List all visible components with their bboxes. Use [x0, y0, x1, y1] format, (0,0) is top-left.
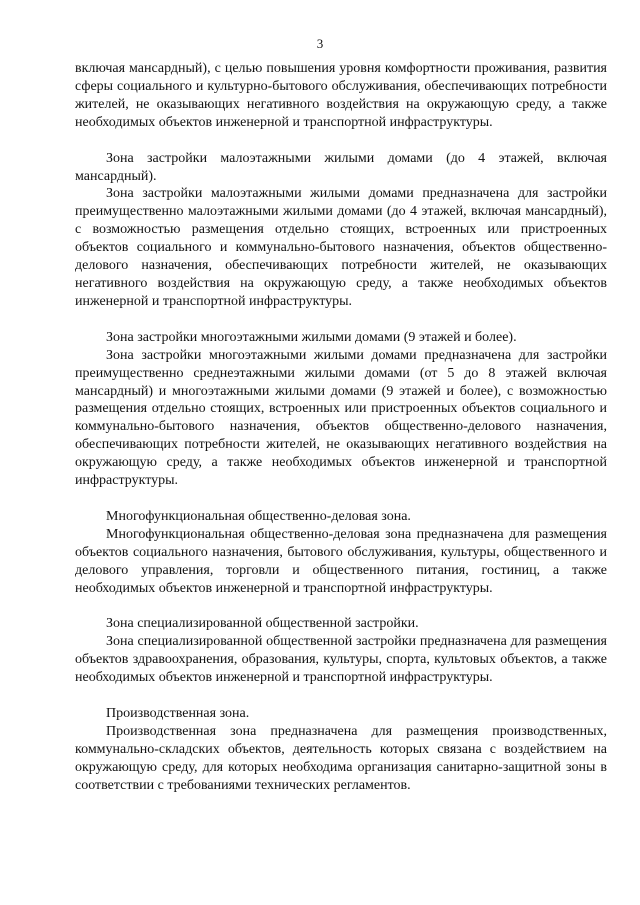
section-heading: Производственная зона.: [106, 706, 250, 722]
section-heading: Зона застройки многоэтажными жилыми домами (9 этажей и более).: [106, 329, 517, 345]
page-number: 3: [316, 36, 324, 51]
paragraph-body: Зона застройки многоэтажными жилыми домами предназначена для застройки преимущественно среднеэтажными жилыми домами (от 5 до 8 этажей включая мансардный) и многоэтажными жилыми домами (9 этажей и более), с возможностью размещения отдельно стоящих, встроенных или пристроенных объектов социального и коммунально-бытового назначения, объектов общественно-делового назначения, обеспечивающих потребности жителей, не оказывающих негативного воздействия на окружающую среду, а также необходимых объектов инженерной и транспортной инфраструктуры.: [75, 347, 607, 489]
paragraph-body: Зона специализированной общественной застройки предназначена для размещения объектов здравоохранения, образования, культуры, спорта, культовых объектов, а также необходимых объектов инженерной и транспортной инфраструктуры.: [75, 634, 607, 686]
document-body: [75, 60, 607, 795]
paragraph-body: Производственная зона предназначена для размещения производственных, коммунально-складских объектов, деятельность которых связана с воздействием на окружающую среду, для которых необходима организация санитарно-защитной зоны в соответствии с требованиями технических регламентов.: [75, 724, 607, 793]
section-heading: Зона специализированной общественной застройки.: [106, 616, 419, 632]
paragraph-intro-continuation: включая мансардный), с целью повышения уровня комфортности проживания, развития сферы социального и культурно-бытового обслуживания, обеспечивающих потребности жителей, не оказывающих негативного воздействия на окружающую среду, а также необходимых объектов инженерной и транспортной инфраструктуры.: [75, 61, 607, 130]
section-specialized-public-zone: [75, 615, 607, 687]
paragraph-body: Зона застройки малоэтажными жилыми домами предназначена для застройки преимущественно малоэтажными жилыми домами (до 4 этажей, включая мансардный), с возможностью размещения отдельно стоящих, встроенных или пристроенных объектов социального и коммунально-бытового назначения, объектов общественно-делового назначения, обеспечивающих потребности жителей, не оказывающих негативного воздействия на окружающую среду, а также необходимых объектов инженерной и транспортной инфраструктуры.: [75, 186, 607, 309]
section-high-rise-residential-zone: [75, 329, 607, 490]
paragraph-body: Многофункциональная общественно-деловая зона предназначена для размещения объектов социального назначения, бытового обслуживания, культуры, общественного и делового управления, торговли и общественного питания, гостиниц, а также необходимых объектов инженерной и транспортной инфраструктуры.: [75, 526, 607, 596]
section-heading: Зона застройки малоэтажными жилыми домами (до 4 этажей, включая мансардный).: [75, 150, 607, 184]
section-low-rise-residential-zone: [75, 150, 607, 311]
section-industrial-zone: [75, 705, 607, 795]
section-multifunctional-business-zone: [75, 508, 607, 598]
section-heading: Многофункциональная общественно-деловая зона.: [106, 508, 411, 524]
section-intro-continuation: [75, 60, 607, 132]
